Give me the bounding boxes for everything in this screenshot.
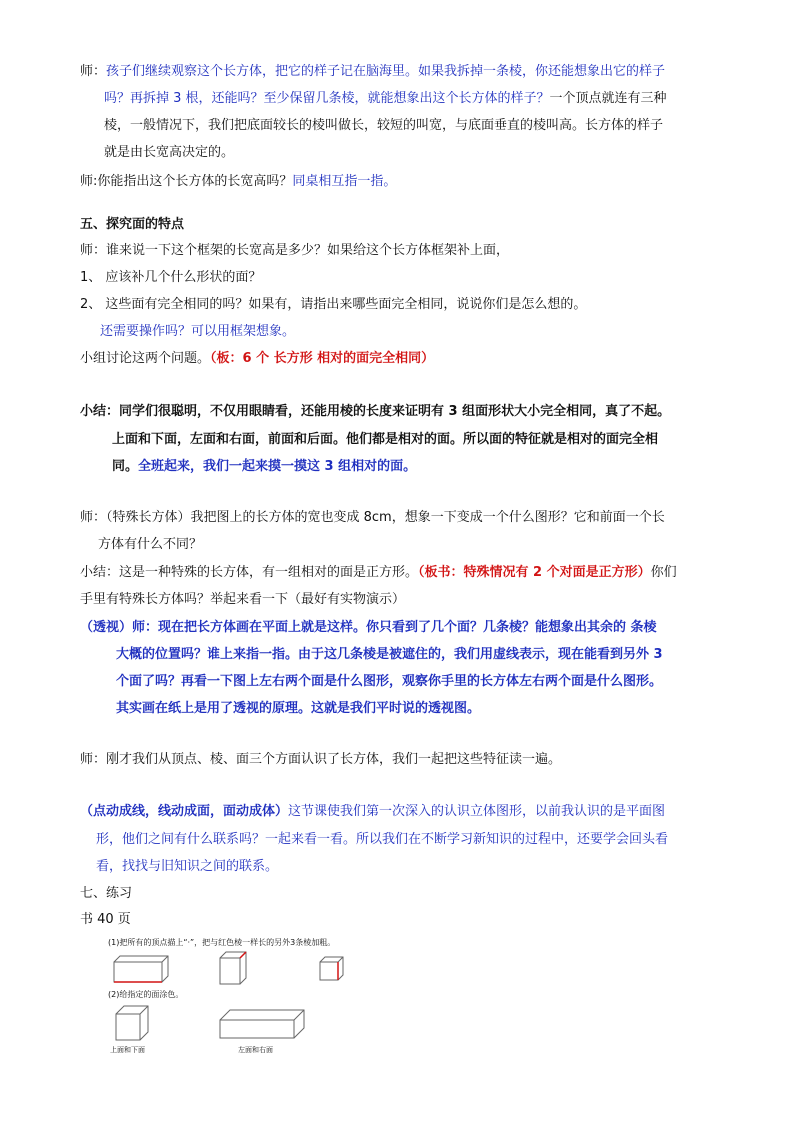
section-heading-5: 五、探究面的特点 [80,217,185,232]
section-heading-7: 七、练习 [80,886,133,901]
teacher-speech: 孩子们继续观察这个长方体，把它的样子记在脑海里。如果我拆掉一条棱，你还能想象出它的样子 [106,64,666,79]
long-cuboid-shade-icon [220,1010,304,1038]
exercise-cuboids-row1 [108,950,348,986]
cuboid-long-icon [114,956,168,982]
cuboid-tall-icon [220,952,246,984]
explanation-text: 一个顶点就连有三种 [549,91,667,106]
exercise-question-2: (2)给指定的面涂色。 [108,990,184,999]
exercise-cuboids-row2 [108,1002,348,1044]
question-1: 1、 应该补几个什么形状的面？ [80,270,262,285]
closing-line2: 形，他们之间有什么联系吗？一起来看一看。所以我们在不断学习新知识的过程中，还要学会回头看 [96,832,669,847]
closing-line1 [80,802,665,822]
instruction-text: 同桌相互指一指。 [292,174,397,189]
cube-icon [320,957,343,980]
summary1-line1: 小结：同学们很聪明，不仅用眼睛看，还能用棱的长度来证明有 3 组面形状大小完全相同，真了不起。 [80,404,671,419]
caption-left-right: 左面和右面 [238,1046,273,1054]
para-frame-question: 师：谁来说一下这个框架的长宽高是多少？如果给这个长方体框架补上面， [80,243,510,258]
summary-text: 小结：这是一种特殊的长方体，有一组相对的面是正方形。 [80,565,419,580]
exercise-question-1: (1)把所有的顶点描上“·”，把与红色棱一样长的另外3条棱加粗。 [108,938,336,947]
textbook-page: 书 40 页 [80,912,131,927]
summary-text: 你们 [650,565,677,580]
closing-text: 这节课使我们第一次深入的认识立体图形，以前我认识的是平面图 [288,804,666,819]
key-phrase: （点动成线，线动成面，面动成体） [80,804,289,819]
board-note: （板书：特殊情况有 2 个对面是正方形） [418,565,651,580]
para-observe-line1 [80,62,665,82]
para-observe-line3: 棱，一般情况下，我们把底面较长的棱叫做长，较短的叫宽，与底面垂直的棱叫高。长方体的样子 [104,118,664,133]
summary-text: 同。 [112,459,139,474]
discussion-text: 小组讨论这两个问题。 [80,351,211,366]
teacher-speech: 吗？再拆掉 3 根，还能吗？至少保留几条棱，就能想象出这个长方体的样子？ [104,91,550,106]
group-discussion [80,349,434,369]
perspective-line3: 个面了吗？再看一下图上左右两个面是什么图形，观察你手里的长方体左右两个面是什么图形。 [116,674,663,689]
question-2: 2、 这些面有完全相同的吗？如果有，请指出来哪些面完全相同，说说你们是怎么想的。 [80,297,587,312]
read-features: 师：刚才我们从顶点、棱、面三个方面认识了长方体，我们一起把这些特征读一遍。 [80,752,562,767]
closing-line3: 看，找找与旧知识之间的联系。 [96,859,279,874]
para-observe-line2 [104,89,667,109]
special-cuboid-line2: 方体有什么不同？ [98,537,203,552]
summary1-line2: 上面和下面，左面和右面，前面和后面。他们都是相对的面。所以面的特征就是相对的面完全相 [112,432,659,447]
operate-hint: 还需要操作吗？可以用框架想象。 [100,324,296,339]
cube-shade-icon [116,1006,148,1040]
board-note: （板：6 个 长方形 相对的面完全相同） [210,351,435,366]
speaker-label: 师： [80,64,107,79]
special-cuboid-line1: 师：（特殊长方体）我把图上的长方体的宽也变成 8cm，想象一下变成一个什么图形？它和前面一个长 [80,510,665,525]
caption-top-bottom: 上面和下面 [110,1046,145,1054]
exercise-figure [108,938,348,1058]
perspective-line2: 大概的位置吗？谁上来指一指。由于这几条棱是被遮住的，我们用虚线表示，现在能看到另外 3 [116,647,663,662]
question-text: 师:你能指出这个长方体的长宽高吗？ [80,174,293,189]
para-observe-line4: 就是由长宽高决定的。 [104,145,235,160]
perspective-line4: 其实画在纸上是用了透视的原理。这就是我们平时说的透视图。 [116,701,481,716]
summary2-line2: 手里有特殊长方体吗？举起来看一下（最好有实物演示） [80,592,406,607]
class-activity: 全班起来，我们一起来摸一摸这 3 组相对的面。 [138,459,417,474]
summary2-line1 [80,563,677,583]
para-point-out [80,172,396,192]
perspective-line1: （透视）师：现在把长方体画在平面上就是这样。你只看到了几个面？几条棱？能想象出其余的 条棱 [80,620,657,635]
summary1-line3 [112,457,416,477]
